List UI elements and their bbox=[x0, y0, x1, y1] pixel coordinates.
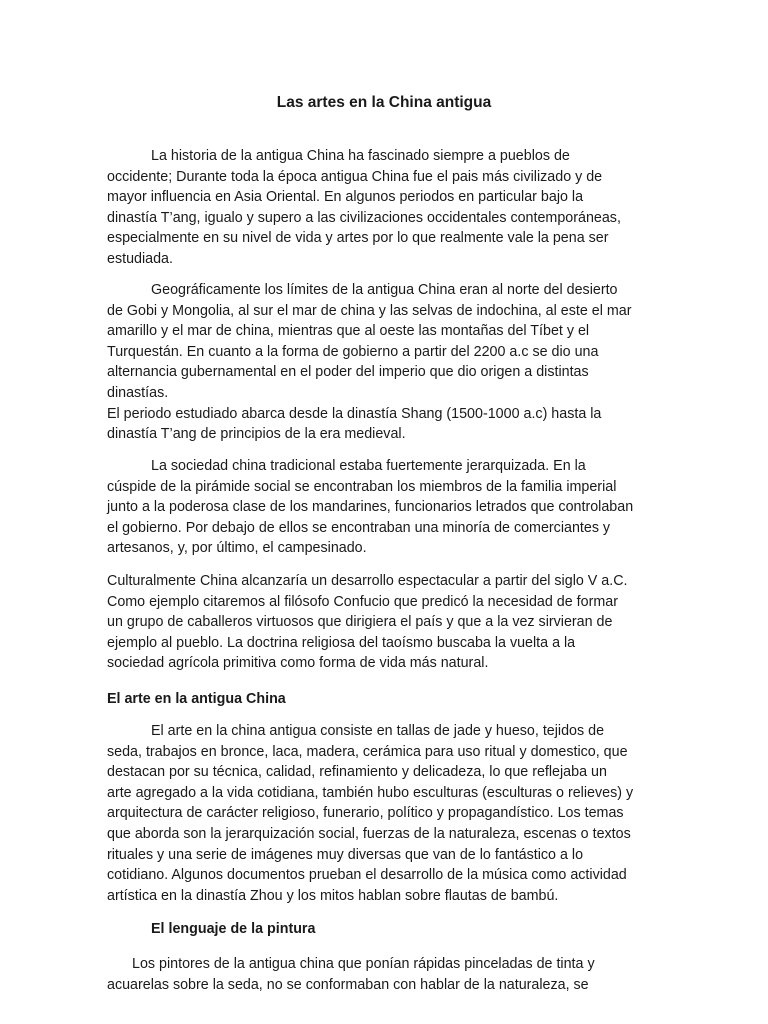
paragraph-art bbox=[107, 721, 663, 906]
text-line: artesanos, y, por último, el campesinado. bbox=[107, 540, 367, 557]
text-line: El periodo estudiado abarca desde la dinastía Shang (1500-1000 a.c) hasta la bbox=[107, 405, 602, 422]
text-line: cotidiano. Algunos documentos prueban el desarrollo de la música como actividad bbox=[107, 867, 627, 884]
text-line: amarillo y el mar de china, mientras que al oeste las montañas del Tíbet y el bbox=[107, 323, 590, 340]
paragraph-history bbox=[107, 146, 663, 270]
paragraph-society bbox=[107, 456, 663, 559]
text-line: especialmente en su nivel de vida y artes por lo que realmente vale la pena ser bbox=[107, 230, 609, 247]
text-line: Geográficamente los límites de la antigua China eran al norte del desierto bbox=[151, 282, 618, 298]
text-line: dinastía T’ang de principios de la era medieval. bbox=[107, 426, 406, 443]
text-line: arquitectura de carácter religioso, funerario, político y propagandístico. Los temas bbox=[107, 805, 624, 822]
text-line: rituales y una serie de imágenes muy diversas que van de lo fantástico a lo bbox=[107, 846, 584, 863]
text-line: artística en la dinastía Zhou y los mitos hablan sobre flautas de bambú. bbox=[107, 887, 559, 904]
text-line: estudiada. bbox=[107, 250, 173, 267]
text-line: el gobierno. Por debajo de ellos se encontraban una minoría de comerciantes y bbox=[107, 519, 611, 536]
text-line: Culturalmente China alcanzaría un desarrollo espectacular a partir del siglo V a.C. bbox=[107, 573, 628, 589]
text-line: Turquestán. En cuanto a la forma de gobierno a partir del 2200 a.c se dio una bbox=[107, 343, 599, 360]
text-line: La sociedad china tradicional estaba fuertemente jerarquizada. En la bbox=[151, 458, 586, 474]
text-line: un grupo de caballeros virtuosos que dirigiera el país y que a la vez sirvieran de bbox=[107, 614, 613, 631]
paragraph-geography bbox=[107, 280, 663, 445]
text-line: El arte en la china antigua consiste en tallas de jade y hueso, tejidos de bbox=[151, 723, 605, 739]
section-heading-art: El arte en la antigua China bbox=[107, 691, 286, 707]
paragraph-culture bbox=[107, 571, 663, 674]
document-title: Las artes en la China antigua bbox=[276, 94, 492, 111]
text-line: La historia de la antigua China ha fascinado siempre a pueblos de bbox=[151, 148, 570, 164]
text-line: arte agregado a la vida cotidiana, también hubo esculturas (esculturas o relieves) y bbox=[107, 784, 634, 801]
text-line: sociedad agrícola primitiva como forma de vida más natural. bbox=[107, 655, 489, 672]
text-line: ejemplo al pueblo. La doctrina religiosa del taoísmo buscaba la vuelta a la bbox=[107, 634, 576, 651]
text-line: dinastías. bbox=[107, 384, 169, 401]
text-line: mayor influencia en Asia Oriental. En algunos periodos en particular bajo la bbox=[107, 189, 584, 206]
text-line: que aborda son la jerarquización social, fuerzas de la naturaleza, escenas o textos bbox=[107, 825, 631, 842]
text-line: alternancia gubernamental en el poder del imperio que dio origen a distintas bbox=[107, 364, 589, 381]
text-line: destacan por su técnica, calidad, refinamiento y delicadeza, lo que reflejaba un bbox=[107, 764, 607, 781]
text-line: dinastía T’ang, igualo y supero a las civilizaciones occidentales contemporáneas, bbox=[107, 209, 621, 226]
text-line: Como ejemplo citaremos al filósofo Confucio que predicó la necesidad de formar bbox=[107, 593, 618, 610]
paragraph-painting bbox=[107, 954, 663, 995]
text-line: cúspide de la pirámide social se encontraban los miembros de la familia imperial bbox=[107, 478, 617, 495]
text-line: seda, trabajos en bronce, laca, madera, cerámica para uso ritual y domestico, que bbox=[107, 743, 628, 760]
section-heading-painting: El lenguaje de la pintura bbox=[151, 921, 316, 937]
text-line: de Gobi y Mongolia, al sur el mar de china y las selvas de indochina, al este el mar bbox=[107, 302, 632, 319]
text-line: acuarelas sobre la seda, no se conformaban con hablar de la naturaleza, se bbox=[107, 976, 589, 993]
text-line: Los pintores de la antigua china que ponían rápidas pinceladas de tinta y bbox=[132, 956, 595, 972]
text-line: junto a la poderosa clase de los mandarines, funcionarios letrados que controlaban bbox=[107, 499, 634, 516]
text-line: occidente; Durante toda la época antigua China fue el pais más civilizado y de bbox=[107, 168, 603, 185]
